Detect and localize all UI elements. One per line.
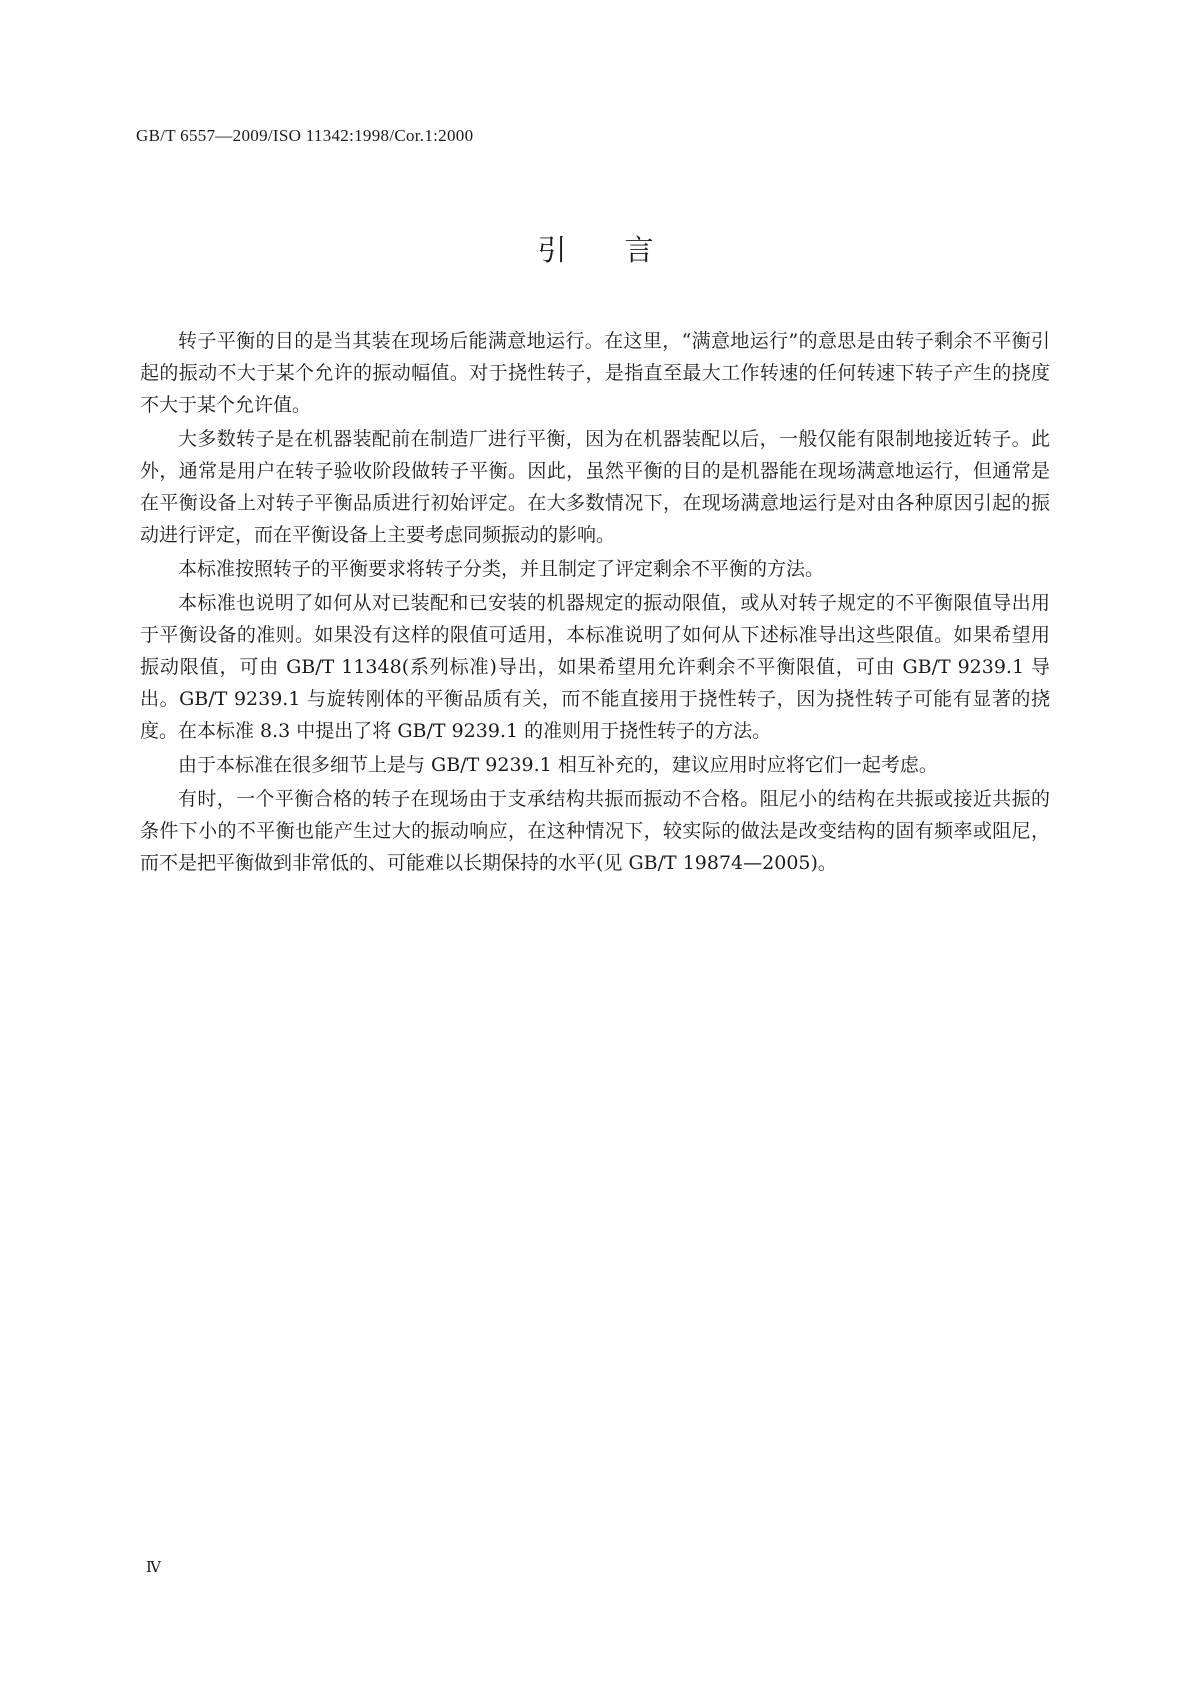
paragraph-2: 大多数转子是在机器装配前在制造厂进行平衡，因为在机器装配以后，一般仅能有限制地接近转子。此外，通常是用户在转子验收阶段做转子平衡。因此，虽然平衡的目的是机器能在现场满意地运行，但通常是在平衡设备上对转子平衡品质进行初始评定。在大多数情况下，在现场满意地运行是对由各种原因引起的振动进行评定，而在平衡设备上主要考虑同频振动的影响。	[140, 428, 1050, 546]
body-text	[140, 325, 1050, 881]
section-title: 引言	[537, 233, 712, 267]
page-number: Ⅳ	[146, 1560, 161, 1576]
paragraph-5: 由于本标准在很多细节上是与 GB/T 9239.1 相互补充的，建议应用时应将它们一起考虑。	[178, 754, 938, 776]
paragraph-1: 转子平衡的目的是当其装在现场后能满意地运行。在这里，“满意地运行”的意思是由转子剩余不平衡引起的振动不大于某个允许的振动幅值。对于挠性转子，是指直至最大工作转速的任何转速下转子产生的挠度不大于某个允许值。	[140, 330, 1050, 416]
paragraph-3: 本标准按照转子的平衡要求将转子分类，并且制定了评定剩余不平衡的方法。	[178, 558, 825, 580]
standard-code-header: GB/T 6557—2009/ISO 11342:1998/Cor.1:2000	[136, 126, 474, 145]
paragraph-4: 本标准也说明了如何从对已装配和已安装的机器规定的振动限值，或从对转子规定的不平衡限值导出用于平衡设备的准则。如果没有这样的限值可适用，本标准说明了如何从下述标准导出这些限值。如果希望用振动限值，可由 GB/T 11348(系列标准)导出，如果希望用允许剩余不平衡限值，可由 GB/T 9239.1 导出。GB/T 9239.1 与旋转刚体的平衡品质有关，而不能直接用于挠性转子，因为挠性转子可能有显著的挠度。在本标准 8.3 中提出了将 GB/T 9239.1 的准则用于挠性转子的方法。	[140, 592, 1050, 742]
paragraph-6: 有时，一个平衡合格的转子在现场由于支承结构共振而振动不合格。阻尼小的结构在共振或接近共振的条件下小的不平衡也能产生过大的振动响应，在这种情况下，较实际的做法是改变结构的固有频率或阻尼，而不是把平衡做到非常低的、可能难以长期保持的水平(见 GB/T 19874—2005)。	[140, 788, 1050, 874]
